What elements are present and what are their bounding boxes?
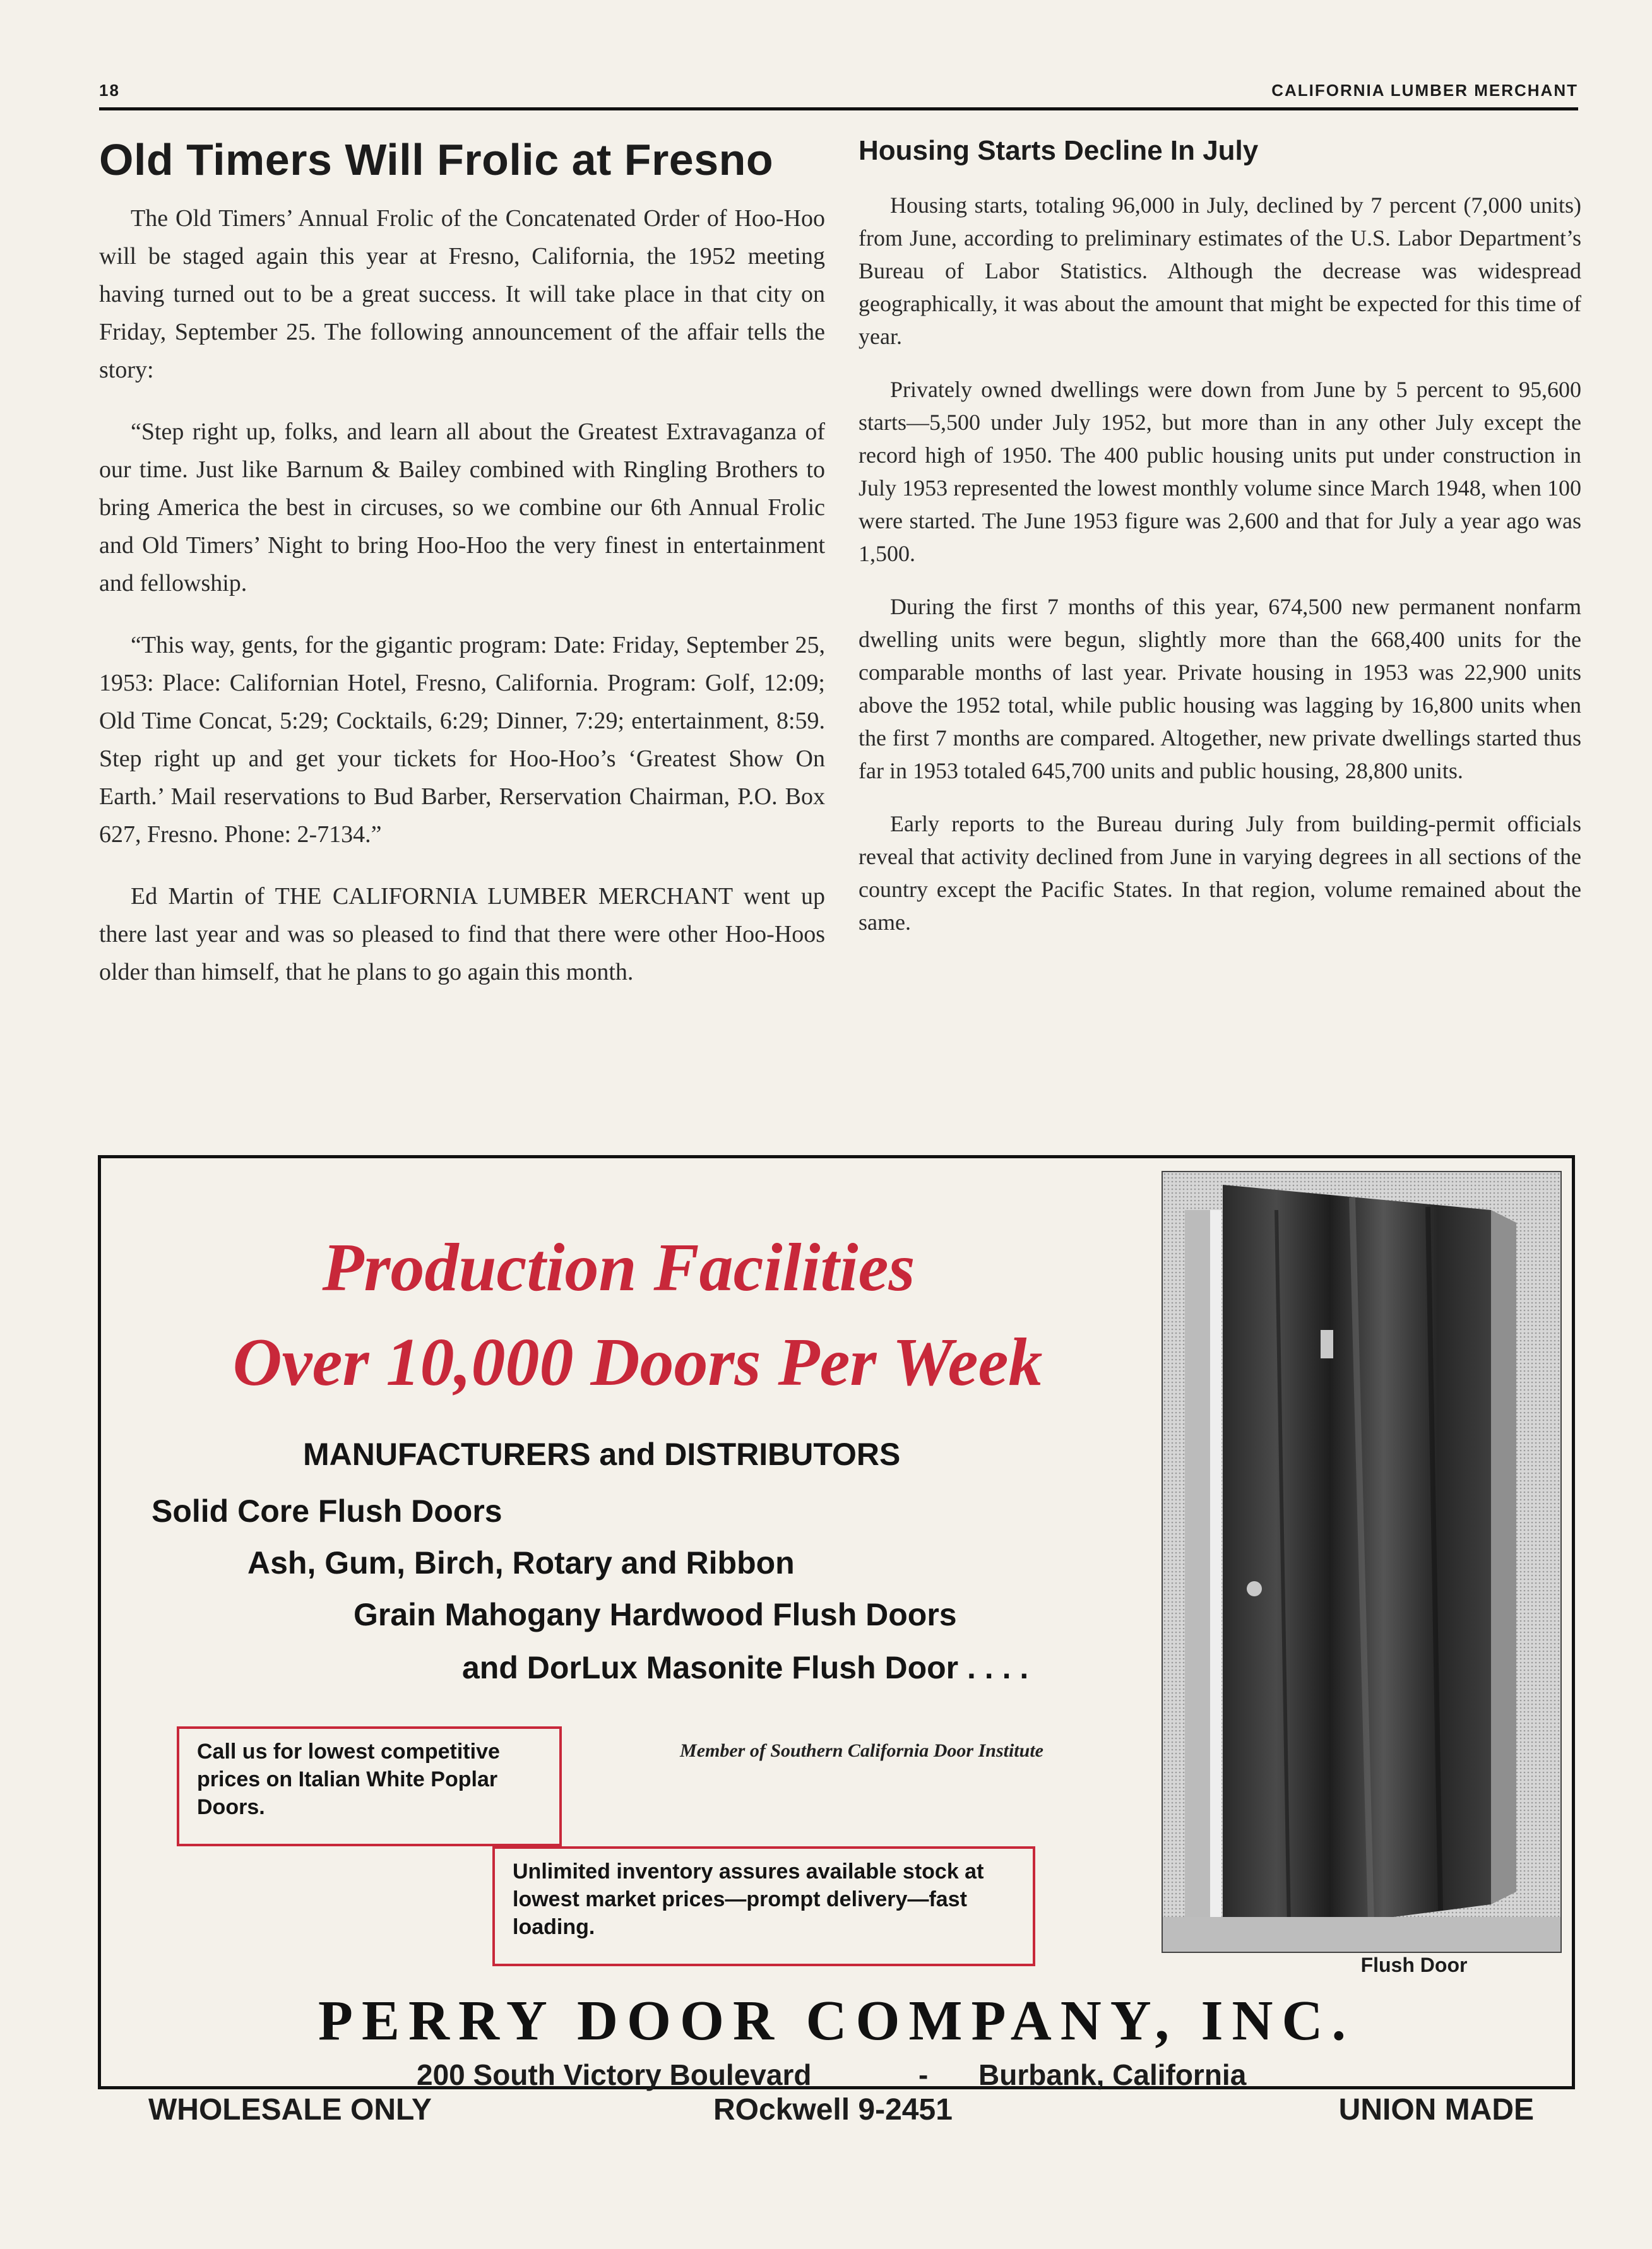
inventory-callout: Unlimited inventory assures available stock at lowest market prices—prompt delivery—fast loading. <box>492 1846 1035 1966</box>
left-article <box>99 136 825 1015</box>
publication-name: CALIFORNIA LUMBER MERCHANT <box>1271 81 1578 100</box>
left-article-paragraph: “This way, gents, for the gigantic program: Date: Friday, September 25, 1953: Place: Californian Hotel, Fresno, California. Program: Golf, 12:09; Old Time Concat, 5:29; Cocktails, 6:29; Dinner, 7:29; entertainment, 8:59. Step right up and get your tickets for Hoo-Hoo’s ‘Greatest Show On Earth.’ Mail reservations to Bud Barber, Rerservation Chairman, P.O. Box 627, Fresno. Phone: 2-7134.” <box>99 632 825 848</box>
right-article-paragraph: Early reports to the Bureau during July from building-permit officials reveal that activity declined from June in varying degrees in all sections of the country except the Pacific States. In that region, volume remained about the same. <box>859 811 1581 935</box>
union-made-label: UNION MADE <box>1338 2093 1534 2127</box>
right-article-title: Housing Starts Decline In July <box>859 135 1259 166</box>
flush-door-photo <box>1162 1171 1562 1953</box>
ad-manufacturers-heading: MANUFACTURERS and DISTRIBUTORS <box>303 1437 901 1472</box>
ad-product-line: Solid Core Flush Doors <box>152 1493 502 1529</box>
right-article-paragraph: Housing starts, totaling 96,000 in July, declined by 7 percent (7,000 units) from June, according to preliminary estimates of the U.S. Labor Department’s Bureau of Labor Statistics. Although the decrease was widespread geographically, it was about the amount that might be expected for this time of year. <box>859 193 1581 350</box>
ad-product-line: Ash, Gum, Birch, Rotary and Ribbon <box>247 1545 795 1581</box>
left-article-paragraph: Ed Martin of THE CALIFORNIA LUMBER MERCHANT went up there last year and was so pleased to find that there were other Hoo-Hoos older than himself, that he plans to go again this month. <box>99 883 825 985</box>
flush-door-illustration <box>1163 1172 1560 1952</box>
right-article-paragraph: Privately owned dwellings were down from June by 5 percent to 95,600 starts—5,500 under July 1952, but more than in any other July except the record high of 1950. The 400 public housing units put under construction in July 1953 represented the lowest monthly volume since March 1948, when 100 were started. The June 1953 figure was 2,600 and that for July a year ago was 1,500. <box>859 377 1581 567</box>
company-name: PERRY DOOR COMPANY, INC. <box>318 1990 1355 2052</box>
left-article-title: Old Timers Will Frolic at Fresno <box>99 135 774 184</box>
ad-title-line2: Over 10,000 Doors Per Week <box>232 1325 1043 1400</box>
company-street: 200 South Victory Boulevard <box>417 2058 812 2091</box>
poplar-doors-callout: Call us for lowest competitive prices on Italian White Poplar Doors. <box>177 1726 562 1846</box>
left-article-paragraph: The Old Timers’ Annual Frolic of the Concatenated Order of Hoo-Hoo will be staged again this year at Fresno, California, the 1952 meeting having turned out to be a great success. It will take place in that city on Friday, September 25. The following announcement of the affair tells the story: <box>99 205 825 383</box>
perry-door-advertisement <box>98 1155 1575 2127</box>
company-phone: ROckwell 9-2451 <box>713 2093 953 2127</box>
right-article <box>859 136 1581 959</box>
member-institute-note: Member of Southern California Door Institute <box>680 1740 1043 1761</box>
page-number: 18 <box>99 81 120 100</box>
ad-product-line: and DorLux Masonite Flush Door . . . . <box>462 1650 1029 1685</box>
ad-title-line1: Production Facilities <box>322 1230 915 1305</box>
ad-product-line: Grain Mahogany Hardwood Flush Doors <box>354 1597 957 1632</box>
company-city: Burbank, California <box>978 2058 1247 2091</box>
address-separator: - <box>918 2058 929 2091</box>
left-article-paragraph: “Step right up, folks, and learn all about the Greatest Extravaganza of our time. Just like Barnum & Bailey combined with Ringling Brothers to bring America the best in circuses, so we combine our 6th Annual Frolic and Old Timers’ Night to bring Hoo-Hoo the very finest in entertainment and fellowship. <box>99 418 825 596</box>
right-article-paragraph: During the first 7 months of this year, 674,500 new permanent nonfarm dwelling units were begun, slightly more than the 668,400 units for the comparable months of last year. Private housing in 1953 was 22,900 units above the 1952 total, while public housing was lagging by 16,800 units when the first 7 months are compared. Altogether, new private dwellings started thus far in 1953 totaled 645,700 units and public housing, 28,800 units. <box>859 594 1581 784</box>
wholesale-label: WHOLESALE ONLY <box>148 2093 432 2127</box>
photo-caption: Flush Door <box>1360 1954 1468 1976</box>
header-rule <box>99 107 1578 110</box>
